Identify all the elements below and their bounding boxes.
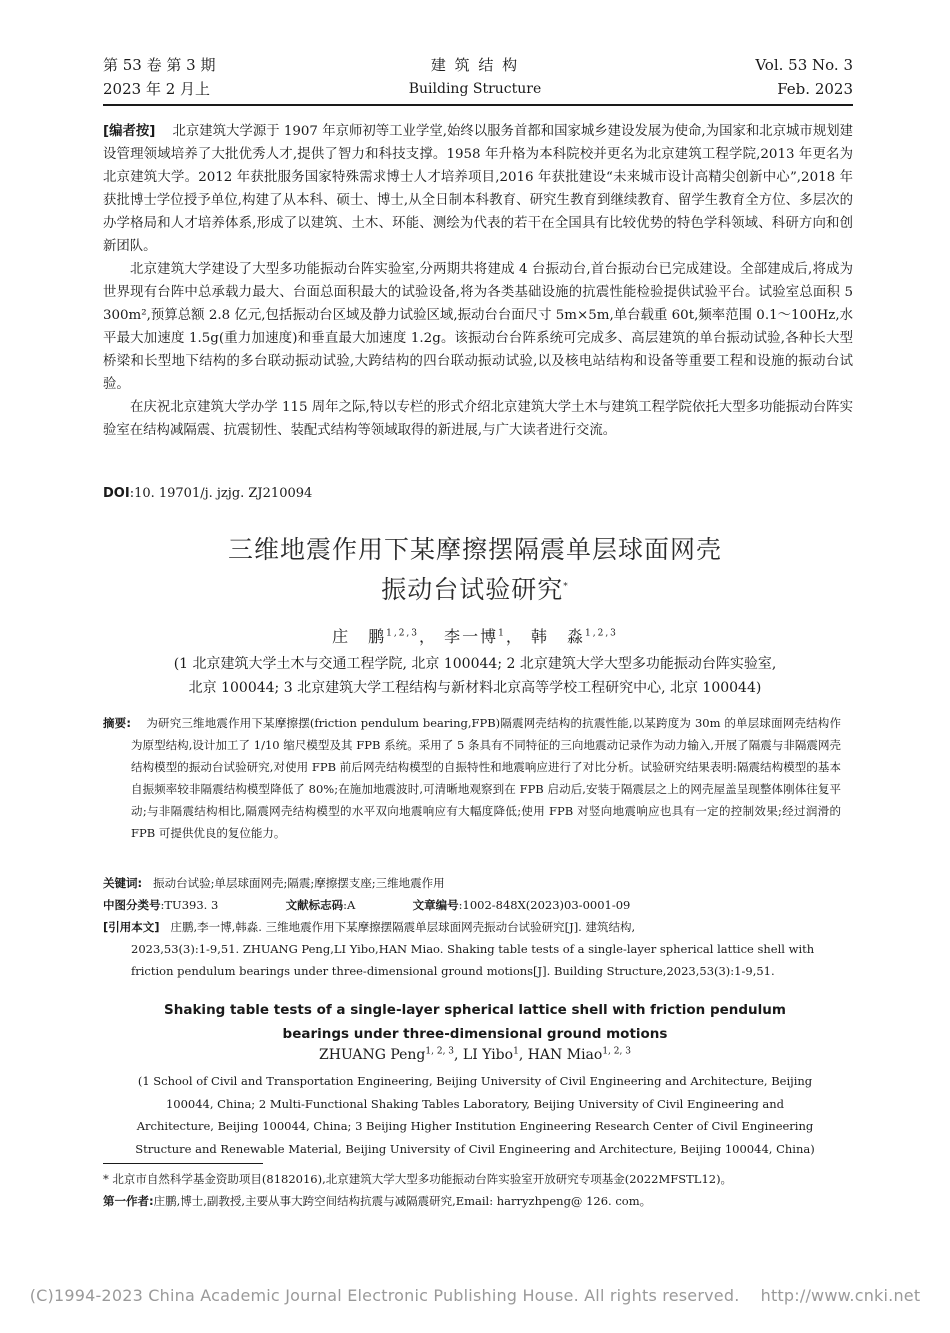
clc-value: :TU393. 3 — [160, 898, 219, 912]
author-en-1-sup: 1, 2, 3 — [425, 1046, 455, 1057]
doc-code-label: 文献标志码 — [285, 898, 344, 912]
citation-label: [引用本文] — [103, 920, 160, 934]
author-3-sup: 1,2,3 — [585, 628, 618, 639]
title-footnote-marker: * — [563, 581, 569, 592]
header-journal-en: Building Structure — [408, 81, 542, 97]
header-journal-cn: 建 筑 结 构 — [430, 56, 520, 74]
clc-label: 中图分类号 — [103, 898, 161, 912]
affiliation-line2: 北京 100044; 3 北京建筑大学工程结构与新材料北京高等学校工程研究中心, 北京 100044) — [188, 680, 762, 696]
citation-line1 — [103, 916, 635, 938]
doc-code-value: :A — [343, 898, 356, 912]
author-en-sep: , — [454, 1047, 463, 1063]
footnote-fund: * 北京市自然科学基金资助项目(8182016),北京建筑大学大型多功能振动台阵实验室开放研究专项基金(2022MFSTL12)。 — [103, 1172, 733, 1186]
abstract — [103, 712, 841, 844]
keywords-label: 关键词: — [103, 876, 143, 890]
citation-line3: friction pendulum bearings under three-dimensional ground motions[J]. Building Structure,2023,53(3):1-9,51. — [131, 964, 775, 978]
author-en-3: HAN Miao — [527, 1047, 603, 1063]
keywords — [103, 872, 445, 894]
author-en-2-sup: 1 — [513, 1046, 519, 1057]
editor-note-label: [编者按] — [103, 124, 156, 139]
editor-note — [103, 120, 853, 442]
author-1: 庄 鹏 — [332, 627, 387, 646]
editor-note-p1: 北京建筑大学源于 1907 年京师初等工业学堂,始终以服务首都和国家城乡建设发展为使命,为国家和北京城市规划建设管理领域培养了大批优秀人才,提供了智力和科技支撑。1958 年升格为本科院校并更名为北京建筑工程学院,2013 年更名为北京建筑大学。2012 年获批服务国家特殊需求博士人才培养项目,2016 年获批建设“未来城市设计高精尖创新中心”,2018 年获批博士学位授予单位,构建了从本科、硕士、博士,从全日制本科教育、研究生教育到继续教育、留学生教育全方位、多层次的办学格局和人才培养体系,形成了以建筑、土木、环能、测绘为代表的若干在全国具有比较优势的特色学科领域、科研方向和创新团队。 — [103, 124, 853, 254]
affiliation-line1: (1 北京建筑大学土木与交通工程学院, 北京 100044; 2 北京建筑大学大型多功能振动台阵实验室, — [173, 656, 777, 672]
keywords-text: 振动台试验;单层球面网壳;隔震;摩擦摆支座;三维地震作用 — [153, 876, 445, 890]
header-date: 2023 年 2 月上 — [103, 80, 211, 98]
english-affiliations: (1 School of Civil and Transportation Engineering, Beijing University of Civil Engineering and Architecture, Beijing 100044, China; 2 Multi-Functional Shaking Tables Laboratory, Beijing University of Civil Engineering and Architecture, Beijing 100044, China; 3 Beijing Higher Institution Engineering Research Center of Civil Engineering Structure and Renewable Material, Beijing University of Civil Engineering and Architecture, Beijing 100044, China) — [135, 1074, 815, 1156]
author-en-3-sup: 1, 2, 3 — [602, 1046, 631, 1057]
first-author-text: 庄鹏,博士,副教授,主要从事大跨空间结构抗震与减隔震研究,Email: harryzhpeng@ 126. com。 — [153, 1194, 652, 1208]
english-title-line1: Shaking table tests of a single-layer spherical lattice shell with friction pendulum — [164, 1002, 786, 1018]
doi-label: DOI — [103, 486, 130, 501]
header-date-en: Feb. 2023 — [777, 80, 853, 98]
author-en-2: LI Yibo — [462, 1047, 514, 1063]
author-sep: ， — [505, 627, 524, 646]
header-volume: 第 53 卷 第 3 期 — [103, 56, 216, 74]
header-vol-en: Vol. 53 No. 3 — [755, 56, 853, 74]
abstract-text: 为研究三维地震作用下某摩擦摆(friction pendulum bearing,FPB)隔震网壳结构的抗震性能,以某跨度为 30m 的单层球面网壳结构作为原型结构,设计加工了 1/10 缩尺模型及其 FPB 系统。采用了 5 条具有不同特征的三向地震动记录作为动力输入,开展了隔震与非隔震网壳结构模型的振动台试验研究,对使用 FPB 前后网壳结构模型的自振特性和地震响应进行了对比分析。试验研究结果表明:隔震结构模型的基本自振频率较非隔震结构模型降低了 80%;在施加地震波时,可清晰地观察到在 FPB 启动后,安装于隔震层之上的网壳屋盖呈现整体刚体往复平动;与非隔震结构相比,隔震网壳结构模型的水平双向地震响应有大幅度降低;使用 FPB 对竖向地震响应也具有一定的控制效果;经过润滑的 FPB 可提供优良的复位能力。 — [131, 716, 841, 840]
editor-note-p2: 北京建筑大学建设了大型多功能振动台阵实验室,分两期共将建成 4 台振动台,首台振动台已完成建设。全部建成后,将成为世界现有台阵中总承载力最大、台面总面积最大的试验设备,将为各类基础设施的抗震性能检验提供试验平台。试验室总面积 5 300m²,预算总额 2.8 亿元,包括振动台区域及静力试验区域,振动台台面尺寸 5m×5m,单台载重 60t,频率范围 0.1～100Hz,水平最大加速度 1.5g(重力加速度)和垂直最大加速度 1.2g。该振动台台阵系统可完成多、高层建筑的单台振动试验,各种长大型桥梁和长型地下结构的多台联动振动试验,大跨结构的四台联动振动试验,以及核电站结构和设备等重要工程和设施的振动台试验。 — [103, 262, 853, 392]
first-author-label: 第一作者: — [103, 1194, 154, 1208]
author-en-1: ZHUANG Peng — [319, 1047, 426, 1063]
author-2: 李一博 — [444, 627, 499, 646]
citation-line2: 2023,53(3):1-9,51. ZHUANG Peng,LI Yibo,HAN Miao. Shaking table tests of a single-layer spherical lattice shell with — [131, 942, 815, 956]
authors-cn — [0, 624, 950, 647]
authors-en — [0, 1047, 950, 1063]
doi-value: :10. 19701/j. jzjg. ZJ210094 — [129, 486, 313, 501]
author-2-sup: 1 — [498, 628, 506, 639]
editor-note-p3: 在庆祝北京建筑大学办学 115 周年之际,特以专栏的形式介绍北京建筑大学土木与建筑工程学院依托大型多功能振动台阵实验室在结构减隔震、抗震韧性、装配式结构等领域取得的新进展,与广大读者进行交流。 — [103, 400, 853, 438]
page-title-line2 — [0, 570, 950, 606]
classification — [103, 894, 630, 916]
footnote-rule — [103, 1163, 263, 1164]
english-title-line2: bearings under three-dimensional ground motions — [282, 1026, 668, 1042]
citation-line1-text: 庄鹏,李一博,韩淼. 三维地震作用下某摩擦摆隔震单层球面网壳振动台试验研究[J]. 建筑结构, — [170, 920, 636, 934]
doi — [103, 486, 312, 501]
author-en-sep: , — [518, 1047, 528, 1063]
title-line2-text: 振动台试验研究 — [381, 575, 564, 604]
copyright-watermark: (C)1994-2023 China Academic Journal Electronic Publishing House. All rights reserved. http://www.cnki.net — [29, 1286, 921, 1305]
page-title: 三维地震作用下某摩擦摆隔震单层球面网壳 — [227, 535, 722, 564]
author-1-sup: 1,2,3 — [386, 628, 420, 639]
author-sep: ， — [419, 627, 438, 646]
author-3: 韩 淼 — [530, 627, 585, 646]
article-no-value: :1002-848X(2023)03-0001-09 — [458, 898, 631, 912]
header-rule — [103, 104, 853, 106]
article-no-label: 文章编号 — [412, 898, 459, 912]
abstract-label: 摘要: — [103, 716, 131, 730]
footnote-first-author — [103, 1190, 853, 1212]
